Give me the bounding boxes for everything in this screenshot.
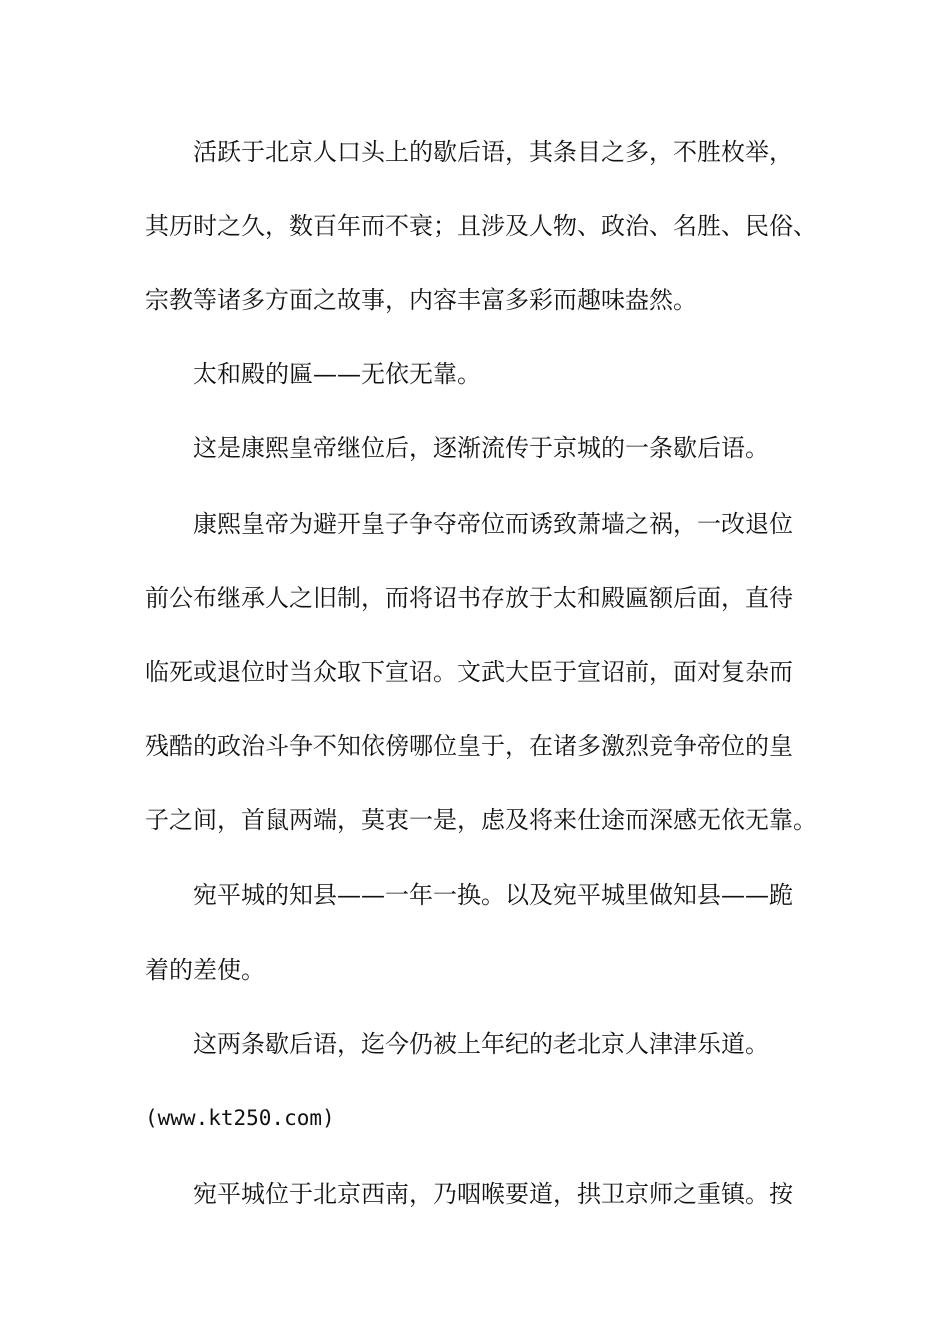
paragraph-line: 临死或退位时当众取下宣诏。文武大臣于宣诏前，面对复杂而 bbox=[145, 658, 793, 686]
paragraph-line: 这是康熙皇帝继位后，逐渐流传于京城的一条歇后语。 bbox=[193, 434, 769, 462]
paragraph-line: 宗教等诸多方面之故事，内容丰富多彩而趣味盎然。 bbox=[145, 286, 697, 314]
paragraph-line: 康熙皇帝为避开皇子争夺帝位而诱致萧墙之祸，一改退位 bbox=[193, 510, 793, 538]
paragraph-line: 这两条歇后语，迄今仍被上年纪的老北京人津津乐道。 bbox=[193, 1030, 769, 1058]
paragraph-line: 前公布继承人之旧制，而将诏书存放于太和殿匾额后面，直待 bbox=[145, 584, 793, 612]
paragraph-line: 其历时之久，数百年而不衰；且涉及人物、政治、名胜、民俗、 bbox=[145, 212, 817, 240]
paragraph-line: 着的差使。 bbox=[145, 956, 265, 984]
paragraph-line: 活跃于北京人口头上的歇后语，其条目之多，不胜枚举， bbox=[193, 138, 793, 166]
source-url: (www.kt250.com) bbox=[145, 1106, 335, 1130]
paragraph-line: 宛平城的知县——一年一换。以及宛平城里做知县——跪 bbox=[193, 881, 793, 909]
paragraph-line: 宛平城位于北京西南，乃咽喉要道，拱卫京师之重镇。按 bbox=[193, 1180, 793, 1208]
paragraph-line: 太和殿的匾——无依无靠。 bbox=[193, 360, 481, 388]
paragraph-line: 子之间，首鼠两端，莫衷一是，虑及将来仕途而深感无依无靠。 bbox=[145, 806, 817, 834]
paragraph-line: 残酷的政治斗争不知依傍哪位皇于，在诸多激烈竞争帝位的皇 bbox=[145, 732, 793, 760]
